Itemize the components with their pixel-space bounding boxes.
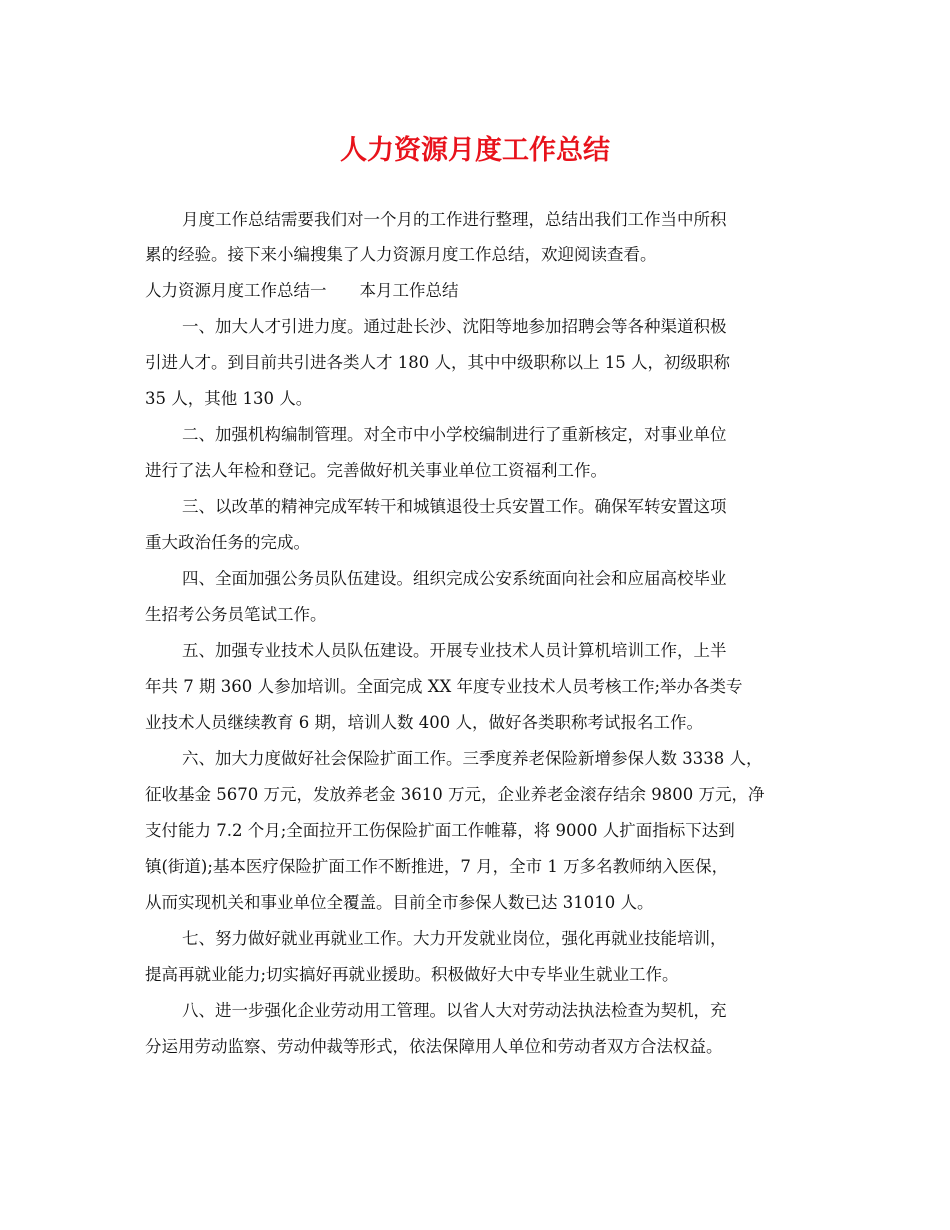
item-3-line-2: 重大政治任务的完成。 (145, 533, 310, 552)
item-7-line-1: 七、努力做好就业再就业工作。大力开发就业岗位，强化再就业技能培训， (182, 929, 727, 948)
item-5-line-1: 五、加强专业技术人员队伍建设。开展专业技术人员计算机培训工作，上半 (182, 641, 727, 660)
section-heading: 人力资源月度工作总结一 本月工作总结 (145, 281, 459, 300)
item-4-line-1: 四、全面加强公务员队伍建设。组织完成公安系统面向社会和应届高校毕业 (182, 569, 727, 588)
item-6-line-1: 六、加大力度做好社会保险扩面工作。三季度养老保险新增参保人数 3338 人， (182, 749, 763, 768)
intro-line-1: 月度工作总结需要我们对一个月的工作进行整理，总结出我们工作当中所积 (182, 210, 727, 229)
item-7-line-2: 提高再就业能力;切实搞好再就业援助。积极做好大中专毕业生就业工作。 (145, 965, 679, 984)
item-2-line-2: 进行了法人年检和登记。完善做好机关事业单位工资福利工作。 (145, 461, 607, 480)
item-5-line-2: 年共 7 期 360 人参加培训。全面完成 XX 年度专业技术人员考核工作;举办各类专 (145, 677, 743, 696)
item-1-line-3: 35 人，其他 130 人。 (145, 389, 313, 408)
item-6-line-4: 镇(街道);基本医疗保险扩面工作不断推进，7 月，全市 1 万多名教师纳入医保， (145, 857, 729, 876)
item-4-line-2: 生招考公务员笔试工作。 (145, 605, 327, 624)
intro-line-2: 累的经验。接下来小编搜集了人力资源月度工作总结，欢迎阅读查看。 (145, 245, 657, 264)
item-2-line-1: 二、加强机构编制管理。对全市中小学校编制进行了重新核定，对事业单位 (182, 425, 727, 444)
page-title: 人力资源月度工作总结 (340, 135, 610, 166)
item-3-line-1: 三、以改革的精神完成军转干和城镇退役士兵安置工作。确保军转安置这项 (182, 497, 727, 516)
item-1-line-2: 引进人才。到目前共引进各类人才 180 人，其中中级职称以上 15 人，初级职称 (145, 353, 730, 372)
item-1-line-1: 一、加大人才引进力度。通过赴长沙、沈阳等地参加招聘会等各种渠道积极 (182, 317, 727, 336)
item-5-line-3: 业技术人员继续教育 6 期，培训人数 400 人，做好各类职称考试报名工作。 (145, 713, 703, 732)
item-8-line-2: 分运用劳动监察、劳动仲裁等形式，依法保障用人单位和劳动者双方合法权益。 (145, 1037, 723, 1056)
item-6-line-3: 支付能力 7.2 个月;全面拉开工伤保险扩面工作帷幕，将 9000 人扩面指标下达到 (145, 821, 735, 840)
item-6-line-5: 从而实现机关和事业单位全覆盖。目前全市参保人数已达 31010 人。 (145, 893, 654, 912)
item-6-line-2: 征收基金 5670 万元，发放养老金 3610 万元，企业养老金滚存结余 9800 万元，净 (145, 785, 765, 804)
item-8-line-1: 八、进一步强化企业劳动用工管理。以省人大对劳动法执法检查为契机，充 (182, 1001, 727, 1020)
